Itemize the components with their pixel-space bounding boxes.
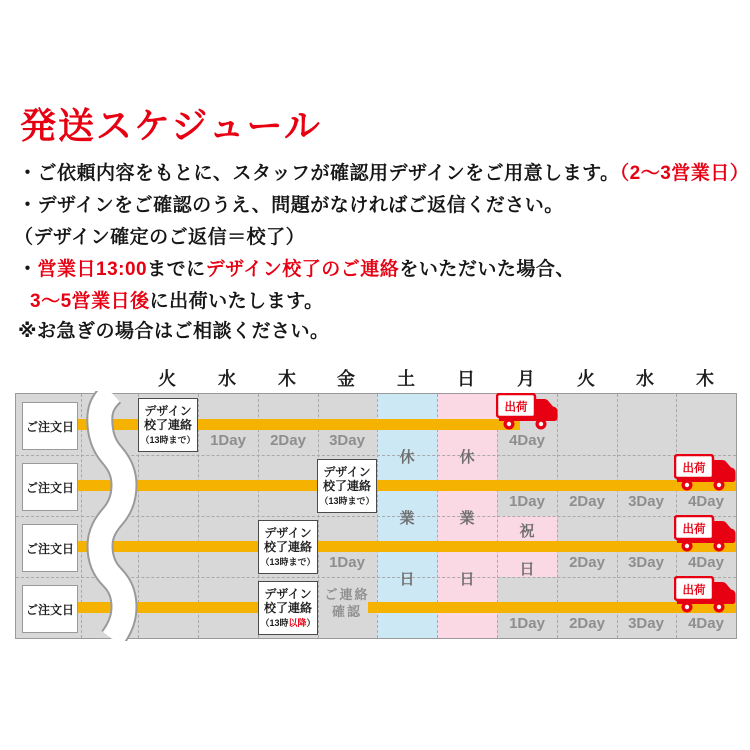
order-date-box-row3: ご注文日 (22, 524, 78, 572)
intro-line-4-highlight-1: 営業日13:00 (37, 259, 148, 280)
day-header-thu-2: 木 (696, 369, 714, 389)
intro-line-4-text-2: をいただいた場合、 (399, 259, 575, 280)
approval-line1: デザイン (144, 404, 192, 418)
intro-line-4 (18, 254, 575, 281)
approval-note: （13時まで） (260, 557, 316, 567)
day-header-mon: 月 (517, 369, 535, 389)
intro-line-4-highlight-2: デザイン校了のご連絡 (205, 259, 400, 280)
day-label: 4Day (509, 432, 545, 449)
approval-line1: デザイン (264, 526, 312, 540)
ship-label: 出荷 (682, 584, 706, 597)
design-approval-box-row4 (258, 581, 318, 635)
schedule-table (15, 393, 737, 639)
day-label: 3Day (329, 432, 365, 449)
day-label: 1Day (509, 493, 545, 510)
shipping-truck-icon-row2 (674, 454, 737, 492)
intro-line-5-highlight: 3～5営業日後 (30, 291, 150, 312)
approval-line2: 校了連絡 (263, 601, 312, 615)
day-label: 4Day (688, 554, 724, 571)
day-label: 1Day (509, 615, 545, 632)
intro-line-3-text: （デザイン確定のご返信＝校了） (14, 227, 306, 248)
day-header-tue-2: 火 (577, 369, 595, 389)
shipping-truck-icon-row4 (674, 576, 737, 614)
day-header-sat: 土 (397, 369, 415, 389)
timeline-bar-row2 (75, 480, 736, 491)
intro-line-1-text: ・ご依頼内容をもとに、スタッフが確認用デザインをご用意します。 (18, 163, 620, 184)
day-label: 3Day (628, 493, 664, 510)
intro-line-1 (18, 158, 749, 185)
ship-label: 出荷 (504, 401, 528, 414)
day-label: 1Day (329, 554, 365, 571)
approval-note: （13時まで） (140, 435, 196, 445)
design-approval-box-row1 (138, 398, 198, 452)
approval-line1: デザイン (323, 465, 371, 479)
day-header-fri: 金 (337, 369, 355, 389)
design-approval-box-row2 (317, 459, 377, 513)
contact-confirmation-note: ご連絡 確認 (324, 587, 370, 619)
intro-line-2 (18, 190, 564, 217)
intro-line-6 (18, 316, 329, 343)
intro-line-4-bullet: ・ (18, 259, 38, 280)
approval-line2: 校了連絡 (263, 540, 312, 554)
approval-line1: デザイン (264, 587, 312, 601)
ship-label: 出荷 (682, 523, 706, 536)
intro-line-3 (14, 222, 305, 249)
timeline-bar-row3 (75, 541, 736, 552)
day-label: 3Day (628, 554, 664, 571)
approval-note: （13時以降） (260, 618, 316, 628)
day-header-wed-2: 水 (636, 369, 654, 389)
day-label: 2Day (569, 493, 605, 510)
sat-closed-char-3: 日 (399, 571, 415, 588)
sun-closed-char-1: 休 (459, 449, 475, 466)
holiday-char-top: 祝 (519, 523, 535, 540)
intro-line-1-highlight: （2～3営業日） (619, 163, 750, 184)
sat-closed-char-1: 休 (399, 449, 415, 466)
ship-label: 出荷 (682, 462, 706, 475)
day-label: 3Day (628, 615, 664, 632)
order-date-box-row4: ご注文日 (22, 585, 78, 633)
day-label: 4Day (688, 493, 724, 510)
approval-line2: 校了連絡 (322, 479, 371, 493)
day-header-sun: 日 (457, 369, 475, 389)
approval-note-after-hours: 以降 (288, 618, 307, 628)
sun-closed-char-2: 業 (459, 510, 475, 527)
day-label: 2Day (270, 432, 306, 449)
intro-line-5 (30, 286, 324, 313)
order-date-box-row1: ご注文日 (22, 402, 78, 450)
day-header-thu-1: 木 (278, 369, 296, 389)
approval-note: （13時まで） (319, 496, 375, 506)
day-label: 2Day (569, 615, 605, 632)
time-break-wave (86, 391, 146, 641)
page-title: 発送スケジュール (20, 105, 322, 146)
sat-closed-char-2: 業 (399, 510, 415, 527)
holiday-char-bottom: 日 (519, 561, 535, 578)
order-date-box-row2: ご注文日 (22, 463, 78, 511)
day-header-tue-1: 火 (158, 369, 176, 389)
day-label: 4Day (688, 615, 724, 632)
shipping-truck-icon-row1 (496, 393, 559, 431)
intro-line-6-text: ※お急ぎの場合はご相談ください。 (18, 321, 330, 342)
sun-closed-char-3: 日 (459, 571, 475, 588)
intro-line-2-text: ・デザインをご確認のうえ、問題がなければご返信ください。 (18, 195, 564, 216)
day-header-wed-1: 水 (218, 369, 236, 389)
shipping-truck-icon-row3 (674, 515, 737, 553)
day-label: 1Day (210, 432, 246, 449)
approval-line2: 校了連絡 (143, 418, 192, 432)
intro-line-4-text-1: までに (147, 259, 206, 280)
design-approval-box-row3 (258, 520, 318, 574)
day-label: 2Day (569, 554, 605, 571)
intro-line-5-text: に出荷いたします。 (149, 291, 324, 312)
